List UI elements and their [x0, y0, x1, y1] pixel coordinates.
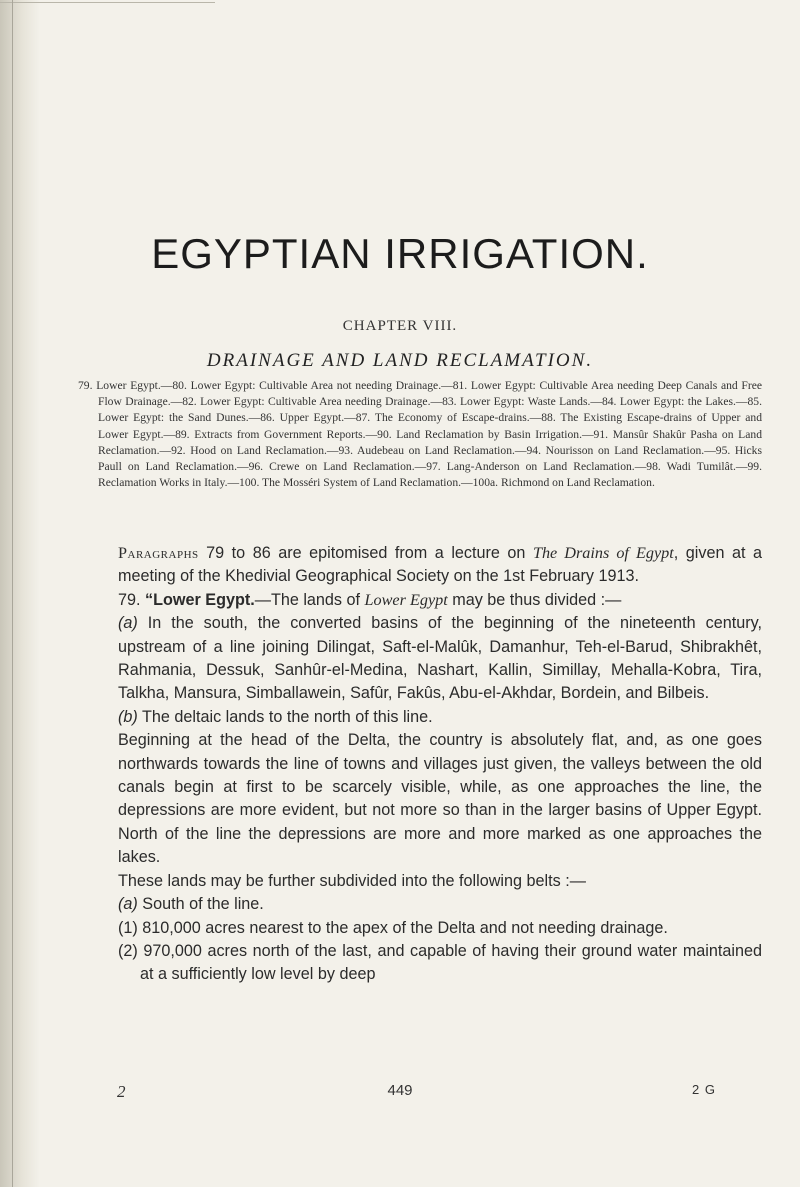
sub-a-paragraph [98, 893, 762, 916]
signature-mark-left: 2 [117, 1082, 126, 1101]
intro-lead: Paragraphs [118, 544, 199, 562]
item-a-paragraph [98, 612, 762, 706]
sub-a-marker: (a) [118, 895, 138, 914]
page-number: 449 [387, 1082, 413, 1099]
list-item [98, 940, 762, 987]
belts-paragraph: These lands may be further subdivided into the following belts :— [118, 871, 586, 890]
intro-after-title: , given at a meeting of the Khedivial Geographical Society on the 1st February 1913. [118, 544, 762, 586]
sub-a-text: South of the line. [137, 895, 264, 914]
page-gutter-shadow [0, 0, 40, 1187]
body-text [98, 542, 762, 987]
page-footer [0, 1082, 800, 1106]
list-item [98, 917, 762, 940]
intro-paragraph [98, 542, 762, 589]
signature-mark-right: 2 G [692, 1082, 716, 1097]
paragraph-79-em: Lower Egypt [364, 590, 448, 609]
item-b-marker: (b) [118, 707, 138, 726]
intro-work-title: The Drains of Egypt [532, 544, 674, 562]
list-item-text: 810,000 acres nearest to the apex of the Delta and not needing drainage. [142, 918, 668, 937]
delta-paragraph: Beginning at the head of the Delta, the country is absolutely flat, and, as one goes northwards towards the line of towns and villages just given, the valleys between the old canals begin at first to be scarcely visible, while, as one approaches the line, the depressions are more evident, but not more so than in the larger basins of Upper Egypt. North of the line the depressions are more and more marked as one approaches the lakes. [118, 731, 762, 867]
item-b-paragraph [98, 706, 762, 729]
paragraph-79-number: 79. [118, 590, 146, 609]
synopsis-text: Lower Egypt.—80. Lower Egypt: Cultivable Area not needing Drainage.—81. Lower Egypt: Cultivable Area needing Deep Canals and Free Flow Drainage.—82. Lower Egypt: Cultivable Area needing Drainage.—83. Lower Egypt: Waste Lands.—84. Lower Egypt: the Lakes.—85. Lower Egypt: the Sand Dunes.—86. Upper Egypt.—87. The Economy of Escape-drains.—88. The Existing Escape-drains of Upper and Lower Egypt.—89. Extracts from Government Reports.—90. Land Reclamation by Basin Irrigation.—91. Mansûr Shakûr Pasha on Land Reclamation.—92. Hood on Land Reclamation.—93. Audebeau on Land Reclamation.—94. Nourisson on Land Reclamation.—95. Hicks Paull on Land Reclamation.—96. Crewe on Land Reclamation.—97. Lang-Anderson on Land Reclamation.—98. Wadi Tumilât.—99. Reclamation Works in Italy.—100. The Mosséri System of Land Reclamation.—100a. Richmond on Land Reclamation. [96, 379, 762, 490]
item-a-marker: (a) [118, 614, 138, 633]
chapter-synopsis [78, 378, 762, 491]
item-b-text: The deltaic lands to the north of this line. [137, 707, 433, 726]
list-item-text: 970,000 acres north of the last, and capable of having their ground water maintained at a sufficiently low level by deep [140, 941, 763, 984]
paragraph-79 [98, 589, 762, 612]
chapter-subtitle: DRAINAGE AND LAND RECLAMATION. [206, 350, 594, 371]
paragraph-79-heading: “Lower Egypt. [145, 590, 255, 609]
paragraph-79-after: may be thus divided :— [447, 590, 622, 609]
list-item-marker: (1) [118, 918, 138, 937]
chapter-label: CHAPTER VIII. [342, 318, 458, 334]
list-item-marker: (2) [118, 941, 138, 960]
item-a-text: In the south, the converted basins of the beginning of the nineteenth century, upstream of a line joining Dilingat, Saft-el-Malûk, Damanhur, Teh-el-Barud, Shibrakhêt, Rahmania, Dessuk, Sanhûr-el-Medina, Nashart, Kallin, Simillay, Mehalla-Kobra, Tira, Talkha, Mansura, Simballawein, Safûr, Fakûs, Abu-el-Akhdar, Bordein, and Bilbeis. [118, 614, 762, 703]
paragraph-79-text: —The lands of [254, 590, 365, 609]
synopsis-number: 79. [78, 379, 93, 392]
page-edge-top [0, 2, 215, 3]
intro-before-title: 79 to 86 are epitomised from a lecture on [198, 544, 533, 562]
book-title: EGYPTIAN IRRIGATION. [151, 230, 649, 277]
page-edge-left [12, 0, 13, 1187]
